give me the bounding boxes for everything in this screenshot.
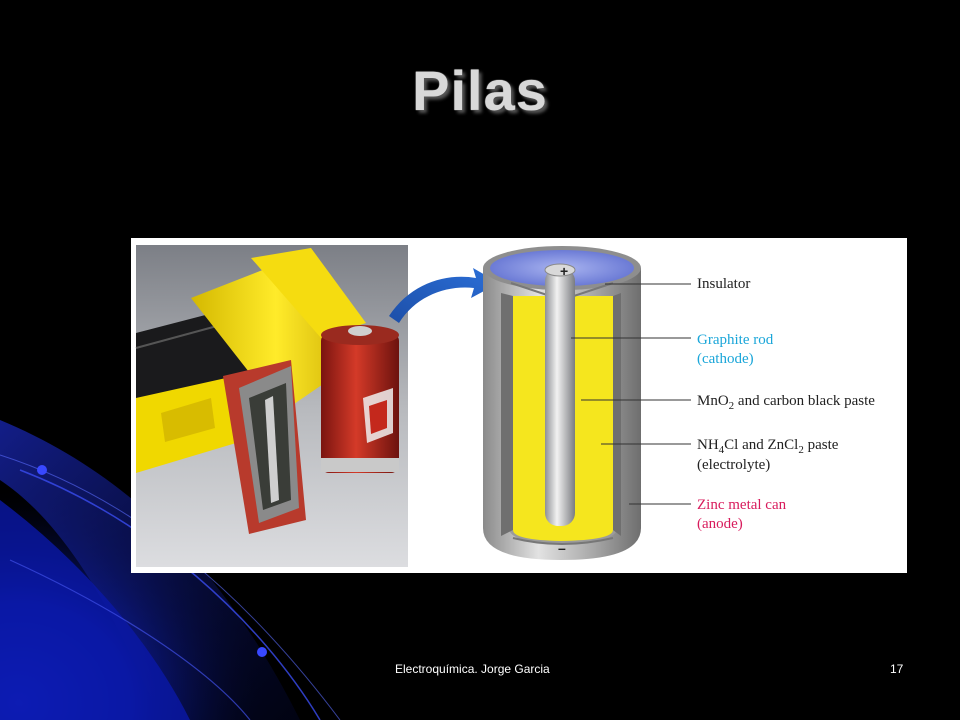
label-graphite-rod: Graphite rod: [697, 332, 774, 348]
label-cathode: (cathode): [697, 351, 754, 367]
label-insulator: Insulator: [697, 276, 751, 292]
mno2-paste-text: and carbon black paste: [734, 393, 875, 409]
battery-cutaway: [483, 246, 641, 560]
label-anode: (anode): [697, 516, 743, 532]
zncl-subscript-2: 2: [798, 444, 804, 456]
mno2-subscript: 2: [728, 400, 735, 412]
flashlight-photo: [136, 245, 408, 567]
footer-text: Electroquímica. Jorge Garcia: [395, 662, 550, 676]
slide-title: Pilas: [412, 59, 548, 122]
nh4cl-subscript-4: 4: [718, 444, 725, 456]
battery-figure: [131, 238, 907, 573]
label-electrolyte: (electrolyte): [697, 457, 771, 473]
positive-terminal-sign: +: [560, 263, 569, 279]
slide-number: 17: [890, 662, 904, 676]
zncl-text: Cl and ZnCl: [724, 437, 799, 453]
label-zinc-can: Zinc metal can: [697, 497, 787, 513]
mno2-text: MnO: [697, 393, 729, 409]
negative-terminal-sign: –: [558, 540, 566, 556]
paste-text: paste: [803, 437, 839, 453]
nh4cl-text: NH: [697, 437, 719, 453]
label-mno2-paste: [697, 392, 875, 416]
